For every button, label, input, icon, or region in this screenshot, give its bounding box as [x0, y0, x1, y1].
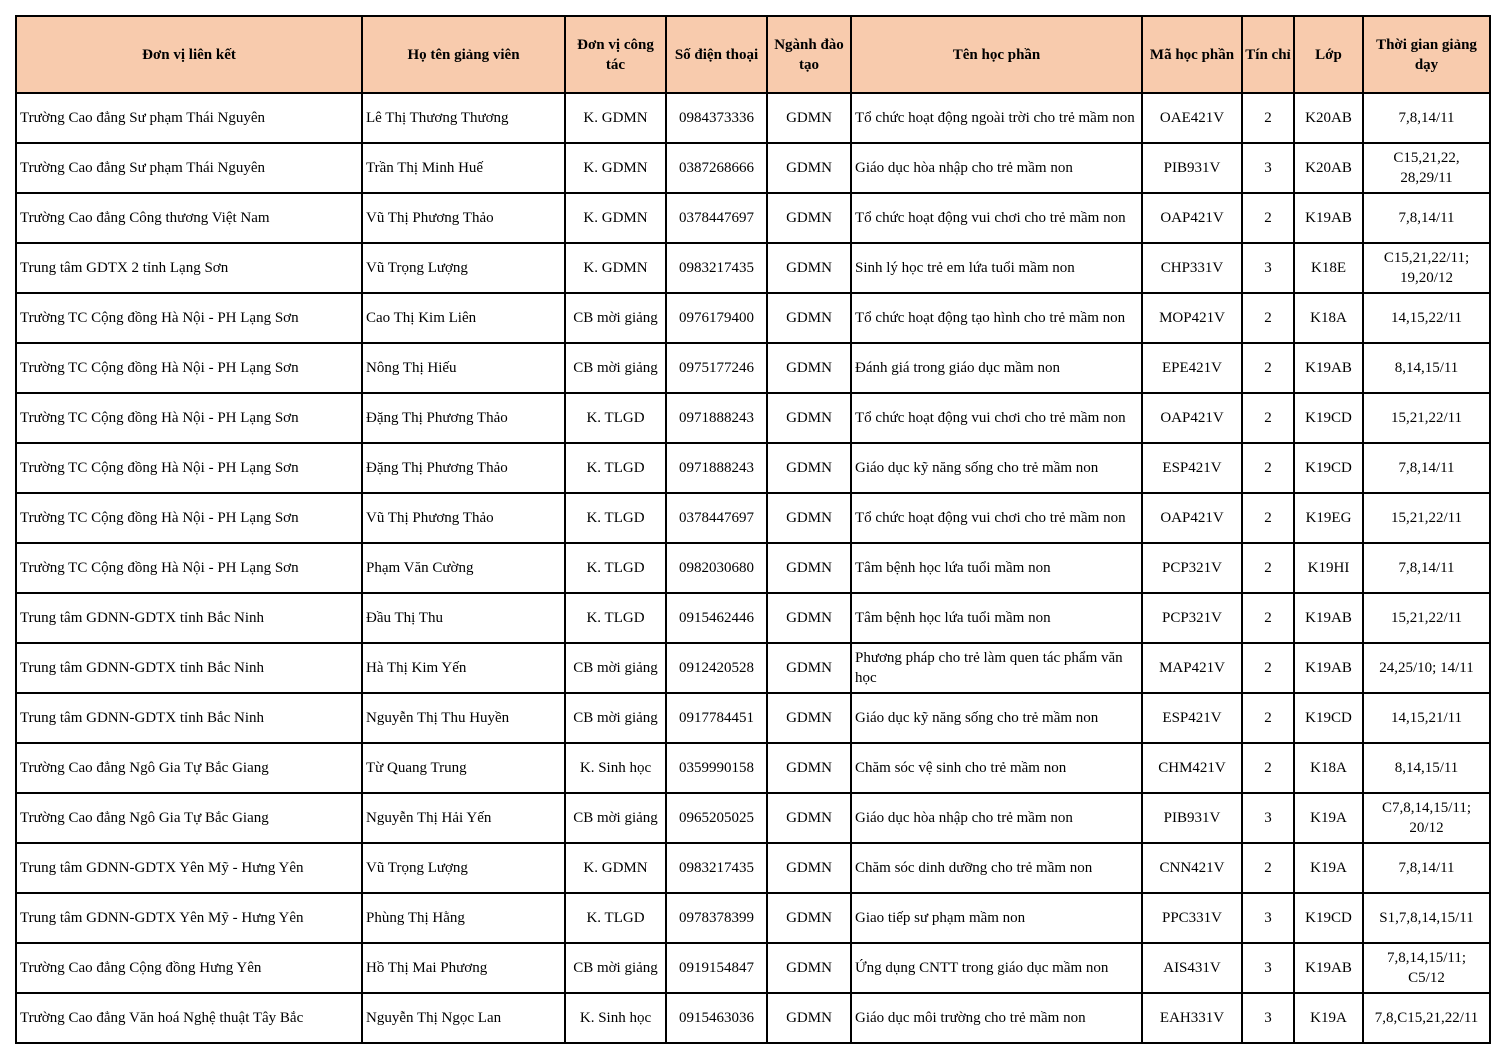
- course-code-cell: MAP421V: [1142, 643, 1242, 693]
- teaching-time-cell: C15,21,22, 28,29/11: [1363, 143, 1490, 193]
- class-cell: K19A: [1294, 843, 1363, 893]
- teaching-time-cell: 7,8,14/11: [1363, 443, 1490, 493]
- teaching-time-cell: 15,21,22/11: [1363, 593, 1490, 643]
- phone-cell: 0915462446: [666, 593, 767, 643]
- phone-cell: 0983217435: [666, 243, 767, 293]
- col-header-phone: Số điện thoại: [666, 16, 767, 93]
- phone-cell: 0976179400: [666, 293, 767, 343]
- work-unit-cell: K. TLGD: [565, 893, 666, 943]
- teaching-time-cell: C15,21,22/11; 19,20/12: [1363, 243, 1490, 293]
- class-cell: K19HI: [1294, 543, 1363, 593]
- course-name-cell: Đánh giá trong giáo dục mầm non: [851, 343, 1142, 393]
- col-header-work-unit: Đơn vị công tác: [565, 16, 666, 93]
- major-cell: GDMN: [767, 743, 851, 793]
- class-cell: K18E: [1294, 243, 1363, 293]
- table-row: [16, 943, 1490, 993]
- class-cell: K19CD: [1294, 893, 1363, 943]
- work-unit-cell: CB mời giảng: [565, 693, 666, 743]
- credits-cell: 3: [1242, 893, 1294, 943]
- course-name-cell: Tổ chức hoạt động ngoài trời cho trẻ mầm non: [851, 93, 1142, 143]
- course-name-cell: Tổ chức hoạt động vui chơi cho trẻ mầm non: [851, 193, 1142, 243]
- course-code-cell: MOP421V: [1142, 293, 1242, 343]
- course-code-cell: EAH331V: [1142, 993, 1242, 1043]
- work-unit-cell: CB mời giảng: [565, 793, 666, 843]
- course-code-cell: ESP421V: [1142, 693, 1242, 743]
- credits-cell: 2: [1242, 843, 1294, 893]
- course-name-cell: Chăm sóc dinh dưỡng cho trẻ mầm non: [851, 843, 1142, 893]
- partner-unit-cell: Trường TC Cộng đồng Hà Nội - PH Lạng Sơn: [16, 293, 362, 343]
- col-header-course-code: Mã học phần: [1142, 16, 1242, 93]
- credits-cell: 2: [1242, 343, 1294, 393]
- class-cell: K19CD: [1294, 693, 1363, 743]
- course-code-cell: EPE421V: [1142, 343, 1242, 393]
- teaching-time-cell: 8,14,15/11: [1363, 343, 1490, 393]
- table-row: [16, 293, 1490, 343]
- lecturer-name-cell: Nguyễn Thị Thu Huyền: [362, 693, 565, 743]
- col-header-major: Ngành đào tạo: [767, 16, 851, 93]
- course-code-cell: ESP421V: [1142, 443, 1242, 493]
- class-cell: K19AB: [1294, 943, 1363, 993]
- class-cell: K20AB: [1294, 93, 1363, 143]
- teaching-time-cell: 8,14,15/11: [1363, 743, 1490, 793]
- class-cell: K19AB: [1294, 343, 1363, 393]
- major-cell: GDMN: [767, 293, 851, 343]
- partner-unit-cell: Trung tâm GDNN-GDTX tỉnh Bắc Ninh: [16, 593, 362, 643]
- teaching-time-cell: 15,21,22/11: [1363, 493, 1490, 543]
- major-cell: GDMN: [767, 343, 851, 393]
- partner-unit-cell: Trường TC Cộng đồng Hà Nội - PH Lạng Sơn: [16, 543, 362, 593]
- col-header-teaching-time: Thời gian giảng dạy: [1363, 16, 1490, 93]
- major-cell: GDMN: [767, 993, 851, 1043]
- work-unit-cell: K. GDMN: [565, 243, 666, 293]
- credits-cell: 3: [1242, 243, 1294, 293]
- course-code-cell: OAE421V: [1142, 93, 1242, 143]
- phone-cell: 0919154847: [666, 943, 767, 993]
- course-code-cell: PPC331V: [1142, 893, 1242, 943]
- course-code-cell: OAP421V: [1142, 393, 1242, 443]
- table-row: [16, 243, 1490, 293]
- lecturer-name-cell: Trần Thị Minh Huế: [362, 143, 565, 193]
- phone-cell: 0982030680: [666, 543, 767, 593]
- partner-unit-cell: Trung tâm GDNN-GDTX tỉnh Bắc Ninh: [16, 643, 362, 693]
- phone-cell: 0965205025: [666, 793, 767, 843]
- table-row: [16, 893, 1490, 943]
- schedule-sheet: [15, 15, 1491, 1044]
- credits-cell: 2: [1242, 693, 1294, 743]
- class-cell: K19CD: [1294, 443, 1363, 493]
- phone-cell: 0971888243: [666, 443, 767, 493]
- work-unit-cell: K. TLGD: [565, 393, 666, 443]
- partner-unit-cell: Trường Cao đẳng Ngô Gia Tự Bắc Giang: [16, 743, 362, 793]
- credits-cell: 2: [1242, 493, 1294, 543]
- col-header-lecturer-name: Họ tên giảng viên: [362, 16, 565, 93]
- col-header-partner-unit: Đơn vị liên kết: [16, 16, 362, 93]
- partner-unit-cell: Trường Cao đẳng Ngô Gia Tự Bắc Giang: [16, 793, 362, 843]
- major-cell: GDMN: [767, 493, 851, 543]
- teaching-time-cell: 14,15,21/11: [1363, 693, 1490, 743]
- class-cell: K19AB: [1294, 593, 1363, 643]
- work-unit-cell: K. TLGD: [565, 593, 666, 643]
- partner-unit-cell: Trường Cao đẳng Sư phạm Thái Nguyên: [16, 93, 362, 143]
- class-cell: K19EG: [1294, 493, 1363, 543]
- lecturer-name-cell: Phùng Thị Hằng: [362, 893, 565, 943]
- course-name-cell: Giáo dục kỹ năng sống cho trẻ mầm non: [851, 443, 1142, 493]
- teaching-time-cell: 24,25/10; 14/11: [1363, 643, 1490, 693]
- work-unit-cell: K. GDMN: [565, 193, 666, 243]
- table-row: [16, 693, 1490, 743]
- partner-unit-cell: Trường TC Cộng đồng Hà Nội - PH Lạng Sơn: [16, 343, 362, 393]
- teaching-time-cell: C7,8,14,15/11; 20/12: [1363, 793, 1490, 843]
- credits-cell: 2: [1242, 593, 1294, 643]
- teaching-time-cell: 15,21,22/11: [1363, 393, 1490, 443]
- credits-cell: 2: [1242, 93, 1294, 143]
- credits-cell: 3: [1242, 993, 1294, 1043]
- lecturer-name-cell: Vũ Thị Phương Thảo: [362, 493, 565, 543]
- major-cell: GDMN: [767, 943, 851, 993]
- major-cell: GDMN: [767, 443, 851, 493]
- table-row: [16, 143, 1490, 193]
- partner-unit-cell: Trung tâm GDNN-GDTX Yên Mỹ - Hưng Yên: [16, 893, 362, 943]
- teaching-time-cell: 14,15,22/11: [1363, 293, 1490, 343]
- table-row: [16, 993, 1490, 1043]
- course-name-cell: Giao tiếp sư phạm mầm non: [851, 893, 1142, 943]
- table-row: [16, 843, 1490, 893]
- partner-unit-cell: Trường TC Cộng đồng Hà Nội - PH Lạng Sơn: [16, 443, 362, 493]
- credits-cell: 2: [1242, 293, 1294, 343]
- major-cell: GDMN: [767, 93, 851, 143]
- table-row: [16, 493, 1490, 543]
- lecturer-name-cell: Đặng Thị Phương Thảo: [362, 393, 565, 443]
- work-unit-cell: K. Sinh học: [565, 993, 666, 1043]
- credits-cell: 2: [1242, 543, 1294, 593]
- course-name-cell: Giáo dục hòa nhập cho trẻ mầm non: [851, 793, 1142, 843]
- major-cell: GDMN: [767, 793, 851, 843]
- table-row: [16, 793, 1490, 843]
- major-cell: GDMN: [767, 893, 851, 943]
- work-unit-cell: CB mời giảng: [565, 343, 666, 393]
- partner-unit-cell: Trường Cao đẳng Sư phạm Thái Nguyên: [16, 143, 362, 193]
- phone-cell: 0975177246: [666, 343, 767, 393]
- course-name-cell: Phương pháp cho trẻ làm quen tác phẩm văn học: [851, 643, 1142, 693]
- lecturer-name-cell: Vũ Trọng Lượng: [362, 843, 565, 893]
- phone-cell: 0378447697: [666, 193, 767, 243]
- table-row: [16, 543, 1490, 593]
- phone-cell: 0915463036: [666, 993, 767, 1043]
- course-name-cell: Tâm bệnh học lứa tuổi mầm non: [851, 543, 1142, 593]
- phone-cell: 0917784451: [666, 693, 767, 743]
- class-cell: K19AB: [1294, 643, 1363, 693]
- partner-unit-cell: Trường Cao đẳng Cộng đồng Hưng Yên: [16, 943, 362, 993]
- work-unit-cell: CB mời giảng: [565, 943, 666, 993]
- work-unit-cell: K. GDMN: [565, 843, 666, 893]
- course-name-cell: Sinh lý học trẻ em lứa tuổi mầm non: [851, 243, 1142, 293]
- header-row: [16, 16, 1490, 93]
- course-name-cell: Giáo dục hòa nhập cho trẻ mầm non: [851, 143, 1142, 193]
- teaching-time-cell: 7,8,14/11: [1363, 543, 1490, 593]
- partner-unit-cell: Trường TC Cộng đồng Hà Nội - PH Lạng Sơn: [16, 393, 362, 443]
- credits-cell: 3: [1242, 943, 1294, 993]
- table-row: [16, 93, 1490, 143]
- phone-cell: 0978378399: [666, 893, 767, 943]
- course-code-cell: PIB931V: [1142, 143, 1242, 193]
- lecturer-name-cell: Nguyễn Thị Hải Yến: [362, 793, 565, 843]
- credits-cell: 2: [1242, 193, 1294, 243]
- table-body: [16, 93, 1490, 1043]
- work-unit-cell: K. GDMN: [565, 143, 666, 193]
- phone-cell: 0359990158: [666, 743, 767, 793]
- credits-cell: 2: [1242, 443, 1294, 493]
- class-cell: K19AB: [1294, 193, 1363, 243]
- course-code-cell: CNN421V: [1142, 843, 1242, 893]
- teaching-time-cell: 7,8,14/11: [1363, 843, 1490, 893]
- course-code-cell: PCP321V: [1142, 593, 1242, 643]
- credits-cell: 2: [1242, 643, 1294, 693]
- table-row: [16, 643, 1490, 693]
- table-row: [16, 193, 1490, 243]
- teaching-time-cell: S1,7,8,14,15/11: [1363, 893, 1490, 943]
- phone-cell: 0912420528: [666, 643, 767, 693]
- teaching-time-cell: 7,8,14/11: [1363, 93, 1490, 143]
- credits-cell: 2: [1242, 743, 1294, 793]
- lecturer-name-cell: Lê Thị Thương Thương: [362, 93, 565, 143]
- work-unit-cell: CB mời giảng: [565, 643, 666, 693]
- table-row: [16, 393, 1490, 443]
- partner-unit-cell: Trung tâm GDNN-GDTX Yên Mỹ - Hưng Yên: [16, 843, 362, 893]
- lecturer-name-cell: Phạm Văn Cường: [362, 543, 565, 593]
- phone-cell: 0378447697: [666, 493, 767, 543]
- major-cell: GDMN: [767, 693, 851, 743]
- work-unit-cell: CB mời giảng: [565, 293, 666, 343]
- course-code-cell: OAP421V: [1142, 493, 1242, 543]
- course-name-cell: Chăm sóc vệ sinh cho trẻ mầm non: [851, 743, 1142, 793]
- partner-unit-cell: Trường Cao đẳng Công thương Việt Nam: [16, 193, 362, 243]
- credits-cell: 3: [1242, 793, 1294, 843]
- phone-cell: 0387268666: [666, 143, 767, 193]
- lecturer-name-cell: Nông Thị Hiếu: [362, 343, 565, 393]
- course-code-cell: CHP331V: [1142, 243, 1242, 293]
- class-cell: K20AB: [1294, 143, 1363, 193]
- course-name-cell: Giáo dục kỹ năng sống cho trẻ mầm non: [851, 693, 1142, 743]
- lecturer-name-cell: Đặng Thị Phương Thảo: [362, 443, 565, 493]
- major-cell: GDMN: [767, 843, 851, 893]
- course-name-cell: Tổ chức hoạt động tạo hình cho trẻ mầm non: [851, 293, 1142, 343]
- course-name-cell: Giáo dục môi trường cho trẻ mầm non: [851, 993, 1142, 1043]
- credits-cell: 2: [1242, 393, 1294, 443]
- work-unit-cell: K. Sinh học: [565, 743, 666, 793]
- teaching-time-cell: 7,8,14/11: [1363, 193, 1490, 243]
- course-name-cell: Ứng dụng CNTT trong giáo dục mầm non: [851, 943, 1142, 993]
- lecturer-name-cell: Từ Quang Trung: [362, 743, 565, 793]
- lecturer-name-cell: Vũ Thị Phương Thảo: [362, 193, 565, 243]
- lecturer-name-cell: Vũ Trọng Lượng: [362, 243, 565, 293]
- work-unit-cell: K. GDMN: [565, 93, 666, 143]
- work-unit-cell: K. TLGD: [565, 493, 666, 543]
- partner-unit-cell: Trường Cao đẳng Văn hoá Nghệ thuật Tây Bắc: [16, 993, 362, 1043]
- major-cell: GDMN: [767, 643, 851, 693]
- table-row: [16, 743, 1490, 793]
- course-code-cell: OAP421V: [1142, 193, 1242, 243]
- major-cell: GDMN: [767, 193, 851, 243]
- course-name-cell: Tổ chức hoạt động vui chơi cho trẻ mầm non: [851, 393, 1142, 443]
- lecturer-name-cell: Hà Thị Kim Yến: [362, 643, 565, 693]
- table-row: [16, 593, 1490, 643]
- phone-cell: 0971888243: [666, 393, 767, 443]
- table-row: [16, 343, 1490, 393]
- class-cell: K19CD: [1294, 393, 1363, 443]
- course-code-cell: PIB931V: [1142, 793, 1242, 843]
- course-code-cell: AIS431V: [1142, 943, 1242, 993]
- work-unit-cell: K. TLGD: [565, 443, 666, 493]
- col-header-credits: Tín chỉ: [1242, 16, 1294, 93]
- phone-cell: 0984373336: [666, 93, 767, 143]
- teaching-time-cell: 7,8,14,15/11; C5/12: [1363, 943, 1490, 993]
- lecturer-name-cell: Đầu Thị Thu: [362, 593, 565, 643]
- course-code-cell: CHM421V: [1142, 743, 1242, 793]
- table-row: [16, 443, 1490, 493]
- course-code-cell: PCP321V: [1142, 543, 1242, 593]
- major-cell: GDMN: [767, 393, 851, 443]
- class-cell: K18A: [1294, 743, 1363, 793]
- major-cell: GDMN: [767, 543, 851, 593]
- lecturer-name-cell: Cao Thị Kim Liên: [362, 293, 565, 343]
- class-cell: K18A: [1294, 293, 1363, 343]
- course-name-cell: Tâm bệnh học lứa tuổi mầm non: [851, 593, 1142, 643]
- col-header-class: Lớp: [1294, 16, 1363, 93]
- work-unit-cell: K. TLGD: [565, 543, 666, 593]
- col-header-course-name: Tên học phần: [851, 16, 1142, 93]
- lecturer-name-cell: Hồ Thị Mai Phương: [362, 943, 565, 993]
- major-cell: GDMN: [767, 143, 851, 193]
- partner-unit-cell: Trung tâm GDTX 2 tỉnh Lạng Sơn: [16, 243, 362, 293]
- credits-cell: 3: [1242, 143, 1294, 193]
- course-name-cell: Tổ chức hoạt động vui chơi cho trẻ mầm non: [851, 493, 1142, 543]
- major-cell: GDMN: [767, 243, 851, 293]
- partner-unit-cell: Trung tâm GDNN-GDTX tỉnh Bắc Ninh: [16, 693, 362, 743]
- teaching-schedule-table: [15, 15, 1491, 1044]
- teaching-time-cell: 7,8,C15,21,22/11: [1363, 993, 1490, 1043]
- lecturer-name-cell: Nguyễn Thị Ngọc Lan: [362, 993, 565, 1043]
- phone-cell: 0983217435: [666, 843, 767, 893]
- partner-unit-cell: Trường TC Cộng đồng Hà Nội - PH Lạng Sơn: [16, 493, 362, 543]
- major-cell: GDMN: [767, 593, 851, 643]
- class-cell: K19A: [1294, 993, 1363, 1043]
- class-cell: K19A: [1294, 793, 1363, 843]
